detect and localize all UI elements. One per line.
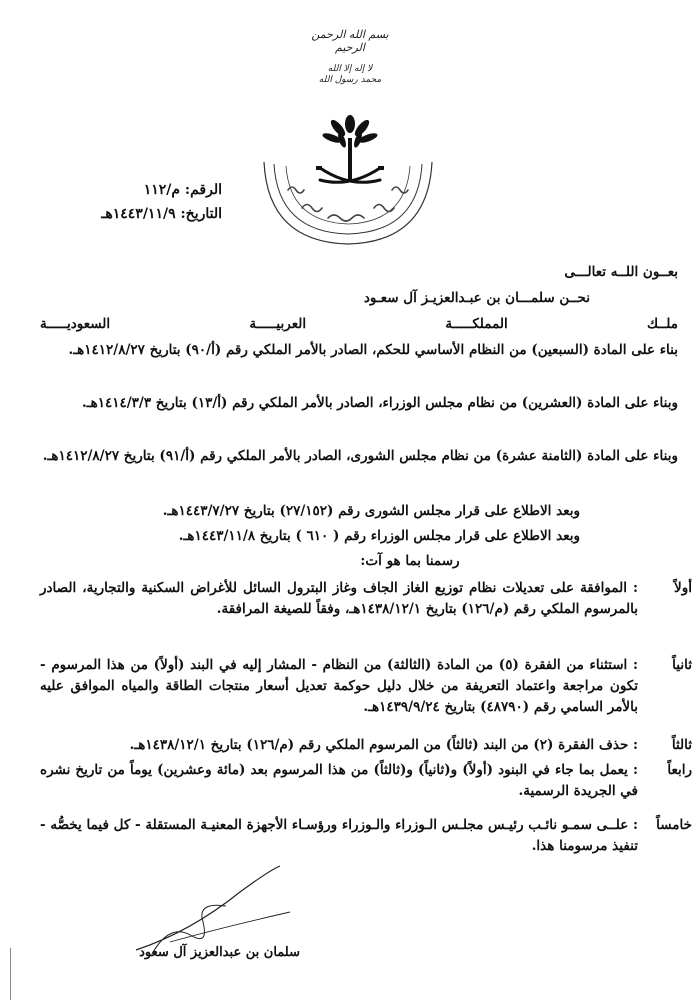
- preamble-paragraph: وبناء على المادة (العشرين) من نظام مجلس الوزراء، الصادر بالأمر الملكي رقم (أ/١٣) بتاريخ ١٤١٤/٣/٣هـ.: [81, 395, 678, 411]
- basmala-calligraphy: بسم الله الرحمن الرحيم: [311, 28, 389, 54]
- opening-king-title: ملــك المملكـــــة العربيـــــة السعوديـــــة: [40, 316, 678, 332]
- reference-block: [62, 178, 222, 226]
- item-text: : الموافقة على تعديلات نظام توزيع الغاز الجاف وغاز البترول السائل للأغراض السكنية والتجارية، الصادر بالمرسوم الملكي رقم (م/١٢٦) بتاريخ ١٤٣٨/١٢/١هـ، وفقاً للصيغة المرافقة.: [40, 580, 638, 617]
- item-number: ثالثاً: [671, 737, 692, 753]
- decree-item: [40, 578, 692, 648]
- decree-item: [40, 735, 692, 759]
- item-text: : حذف الفقرة (٢) من البند (ثالثاً) من المرسوم الملكي رقم (م/١٢٦) بتاريخ ١٤٣٨/١٢/١هـ.: [129, 737, 638, 753]
- opening-king-name: نحــن سلمـــان بن عبـدالعزيـز آل سعـود: [363, 290, 590, 306]
- item-text: : علــى سمـو نائـب رئيـس مجلـس الـوزراء والـوزراء ورؤسـاء الأجهزة المعنيـة المستقلة - كل فيما يخصُّه - تنفيذ مرسومنا هذا.: [40, 817, 638, 854]
- item-text: : يعمل بما جاء في البنود (أولاً) و(ثانياً) و(ثالثاً) من هذا المرسوم بعد (مائة وعشرين) يوماً من تاريخ نشره في الجريدة الرسمية.: [40, 762, 638, 799]
- shahada-calligraphy: لا إله إلا الله محمد رسول الله: [318, 64, 382, 85]
- item-text: : استثناء من الفقرة (٥) من المادة (الثالثة) من النظام - المشار إليه في البند (أولاً) من هذا المرسوم - تكون مراجعة واعتماد التعريفة من خلال دليل حوكمة تعديل أسعار منتجات الطاقة والمياه الموافق عليه بالأمر السامي رقم (٤٨٧٩٠) بتاريخ ١٤٣٩/٩/٢٤هـ.: [40, 657, 638, 715]
- opening-invocation: بعــون اللــه تعالـــى: [564, 264, 678, 280]
- decree-intro: رسمنا بما هو آت:: [360, 553, 460, 569]
- preamble-paragraph: وبعد الاطلاع على قرار مجلس الوزراء رقم ( ٦١٠ ) بتاريخ ١٤٤٣/١١/٨هـ.: [178, 528, 580, 544]
- page-edge-line: [10, 948, 11, 1000]
- preamble-paragraph: وبناء على المادة (الثامنة عشرة) من نظام مجلس الشورى، الصادر بالأمر الملكي رقم (أ/٩١) بتاريخ ١٤١٢/٨/٢٧هـ.: [42, 448, 678, 464]
- item-number: خامساً: [656, 817, 692, 833]
- item-number: رابعاً: [667, 762, 692, 778]
- item-number: ثانياً: [672, 657, 692, 673]
- decree-item: [40, 655, 692, 725]
- kingdom-seal-icon: [258, 150, 438, 250]
- preamble-paragraph: بناء على المادة (السبعين) من النظام الأساسي للحكم، الصادر بالأمر الملكي رقم (أ/٩٠) بتاريخ ١٤١٢/٨/٢٧هـ.: [68, 342, 678, 358]
- decree-item: [40, 815, 692, 863]
- reference-number: الرقم: م/١١٢: [143, 182, 222, 198]
- preamble-paragraph: وبعد الاطلاع على قرار مجلس الشورى رقم (٢٧/١٥٢) بتاريخ ١٤٤٣/٧/٢٧هـ.: [162, 503, 580, 519]
- decree-item: [40, 760, 692, 808]
- item-number: أولاً: [674, 580, 692, 596]
- signatory-name: سلمان بن عبدالعزيز آل سعود: [139, 945, 300, 960]
- reference-date: التاريخ: ١٤٤٣/١١/٩هـ: [101, 206, 222, 222]
